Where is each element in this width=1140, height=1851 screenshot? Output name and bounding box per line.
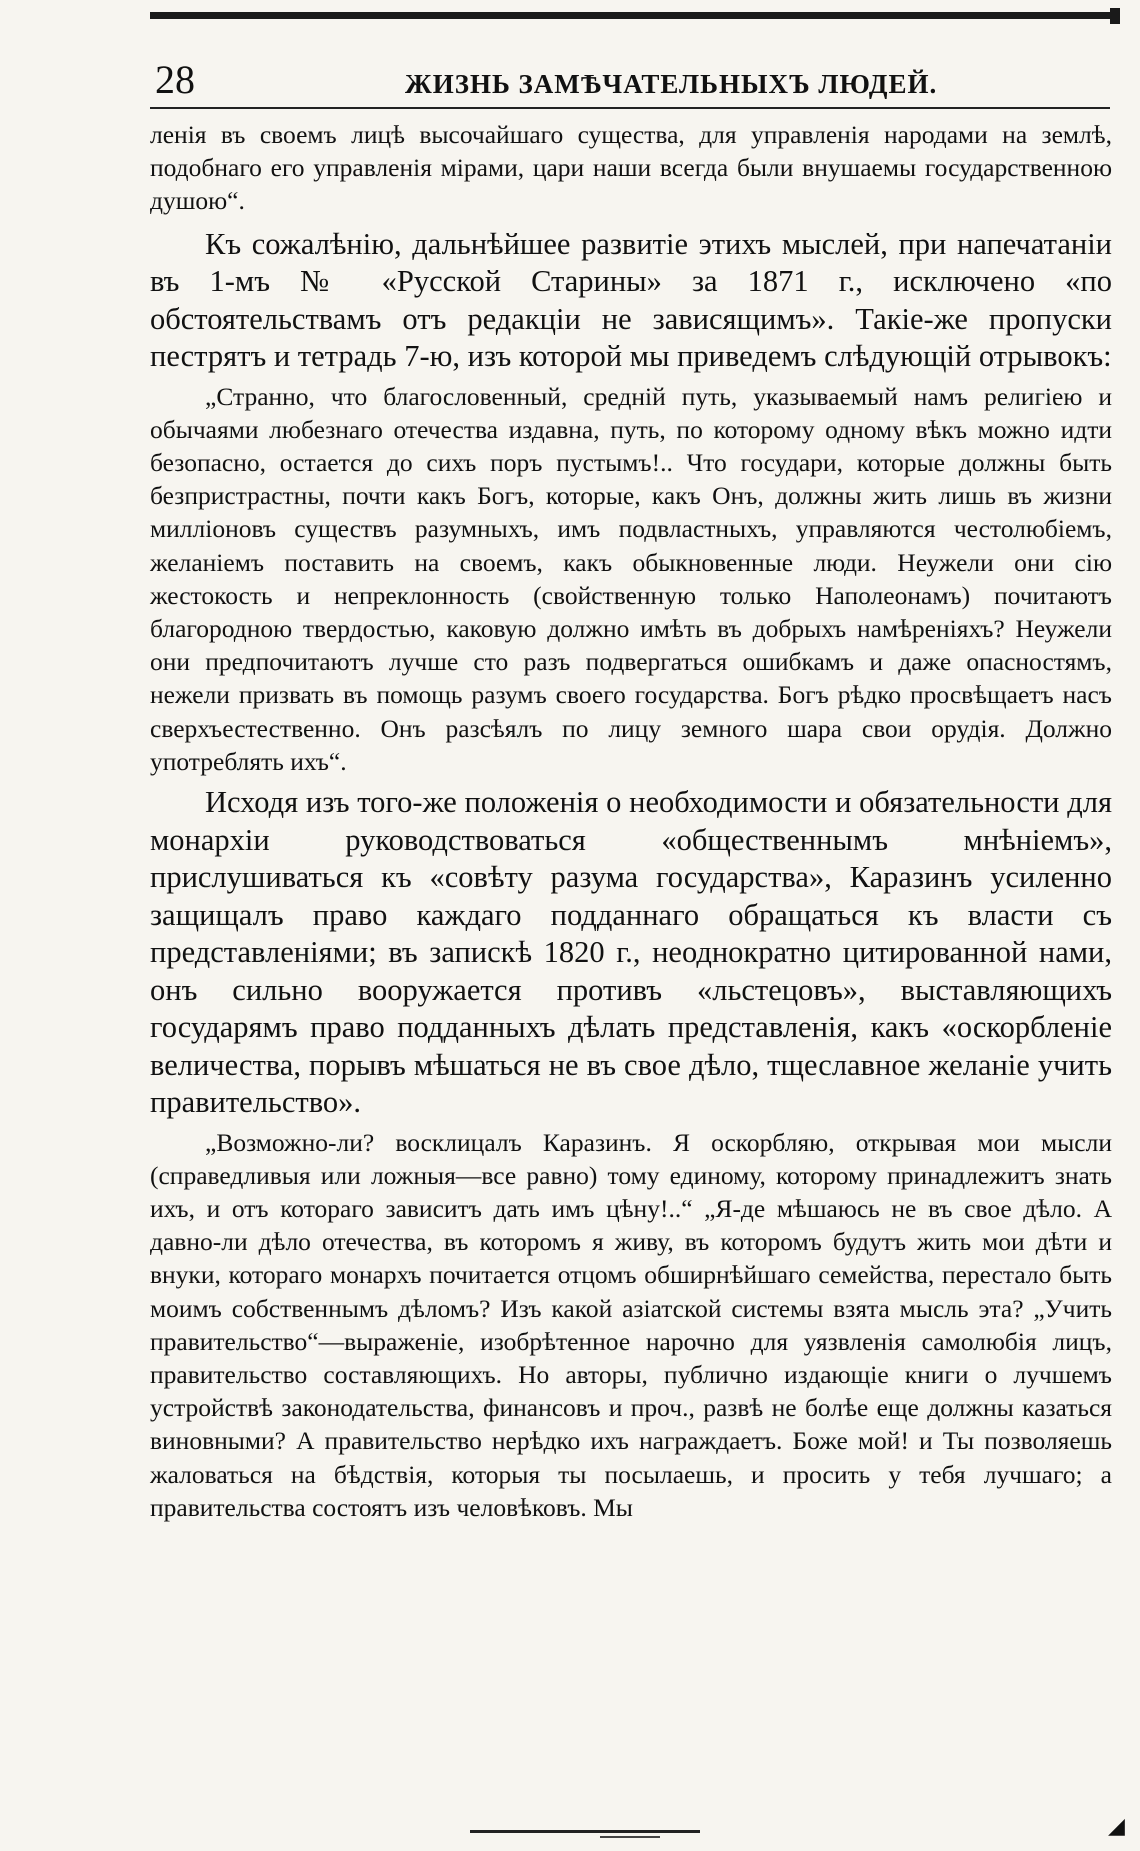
- paragraph-3: Исходя изъ того-же положенія о необходимости и обязательности для монархіи руководствоваться «общественнымъ мнѣніемъ», прислушиваться къ «совѣту разума государства», Каразинъ усиленно защищалъ право каждаго подданнаго обращаться къ власти съ представленіями; въ запискѣ 1820 г., неоднократно цитированной нами, онъ сильно вооружается противъ «льстецовъ», выставляющихъ государямъ право подданныхъ дѣлать представленія, какъ «оскорбленіе величества, порывъ мѣшаться не въ свое дѣло, тщеславное желаніе учить правительство».: [150, 785, 1112, 1120]
- header-rule: [150, 107, 1110, 109]
- top-rule-mark: [1110, 8, 1120, 24]
- bottom-rule-short: [600, 1836, 660, 1838]
- paragraph-1: ленія въ своемъ лицѣ высочайшаго существа, для управленія народами на землѣ, подобнаго его управленія мірами, цари наши всегда были внушаемы государственною душою“.: [150, 120, 1112, 216]
- page-body: [150, 118, 1112, 1524]
- paragraph-4: „Возможно-ли? восклицалъ Каразинъ. Я оскорбляю, открывая мои мысли (справедливыя или ложныя—все равно) тому единому, которому принадлежитъ знать ихъ, и отъ котораго зависитъ дать имъ цѣну!..“ „Я-де мѣшаюсь не въ свое дѣло. А давно-ли дѣло отечества, въ которомъ я живу, въ которомъ будутъ жить мои дѣти и внуки, котораго монархъ почитается отцомъ обширнѣйшаго семейства, перестало быть моимъ собственнымъ дѣломъ? Изъ какой азіатской системы взята мысль эта? „Учить правительство“—выраженіе, изобрѣтенное нарочно для уязвленія самолюбія лицъ, правительство составляющихъ. Но авторы, публично издающіе книги о лучшемъ устройствѣ законодательства, финансовъ и проч., развѣ не болѣе еще должны казаться виновными? А правительство нерѣдко ихъ награждаетъ. Боже мой! и Ты позволяешь жаловаться на бѣдствія, которыя ты посылаешь, и просить у тебя лучшаго; а правительства состоятъ изъ человѣковъ. Мы: [150, 1127, 1112, 1522]
- corner-mark: ◢: [1108, 1813, 1125, 1838]
- quotation-block: „Странно, что благословенный, средній путь, указываемый намъ религіею и обычаями любезнаго отечества издавна, путь, по которому одному вѣкъ можно идти безопасно, остается до сихъ поръ пустымъ!.. Что государи, которые должны быть безпристрастны, почти какъ Богъ, которые, какъ Онъ, должны жить лишь въ жизни милліоновъ существъ разумныхъ, имъ подвластныхъ, управляются честолюбіемъ, желаніемъ поставить на своемъ, какъ обыкновенные люди. Неужели они сію жестокость и непреклонность (свойственную только Наполеонамъ) почитаютъ благородною твердостью, каковую должно имѣть въ добрыхъ намѣреніяхъ? Неужели они предпочитаютъ лучше сто разъ подвергаться ошибкамъ и даже опасностямъ, нежели призвать въ помощь разумъ своего государства. Богъ рѣдко просвѣщаетъ насъ сверхъестественно. Онъ разсѣялъ по лицу земного шара свои орудія. Должно употреблять ихъ“.: [150, 381, 1112, 776]
- paragraph-2: Къ сожалѣнію, дальнѣйшее развитіе этихъ мыслей, при напечатаніи въ 1-мъ № «Русской Старины» за 1871 г., исключено «по обстоятельствамъ отъ редакціи не зависящимъ». Такіе-же пропуски пестрятъ и тетрадь 7-ю, изъ которой мы приведемъ слѣдующій отрывокъ:: [150, 226, 1112, 374]
- running-title: ЖИЗНЬ ЗАМѢЧАТЕЛЬНЫХЪ ЛЮДЕЙ.: [405, 69, 938, 99]
- page-number: 28: [155, 57, 195, 102]
- bottom-rule: [470, 1830, 700, 1833]
- page-header: [155, 56, 1105, 106]
- top-rule: [150, 12, 1118, 19]
